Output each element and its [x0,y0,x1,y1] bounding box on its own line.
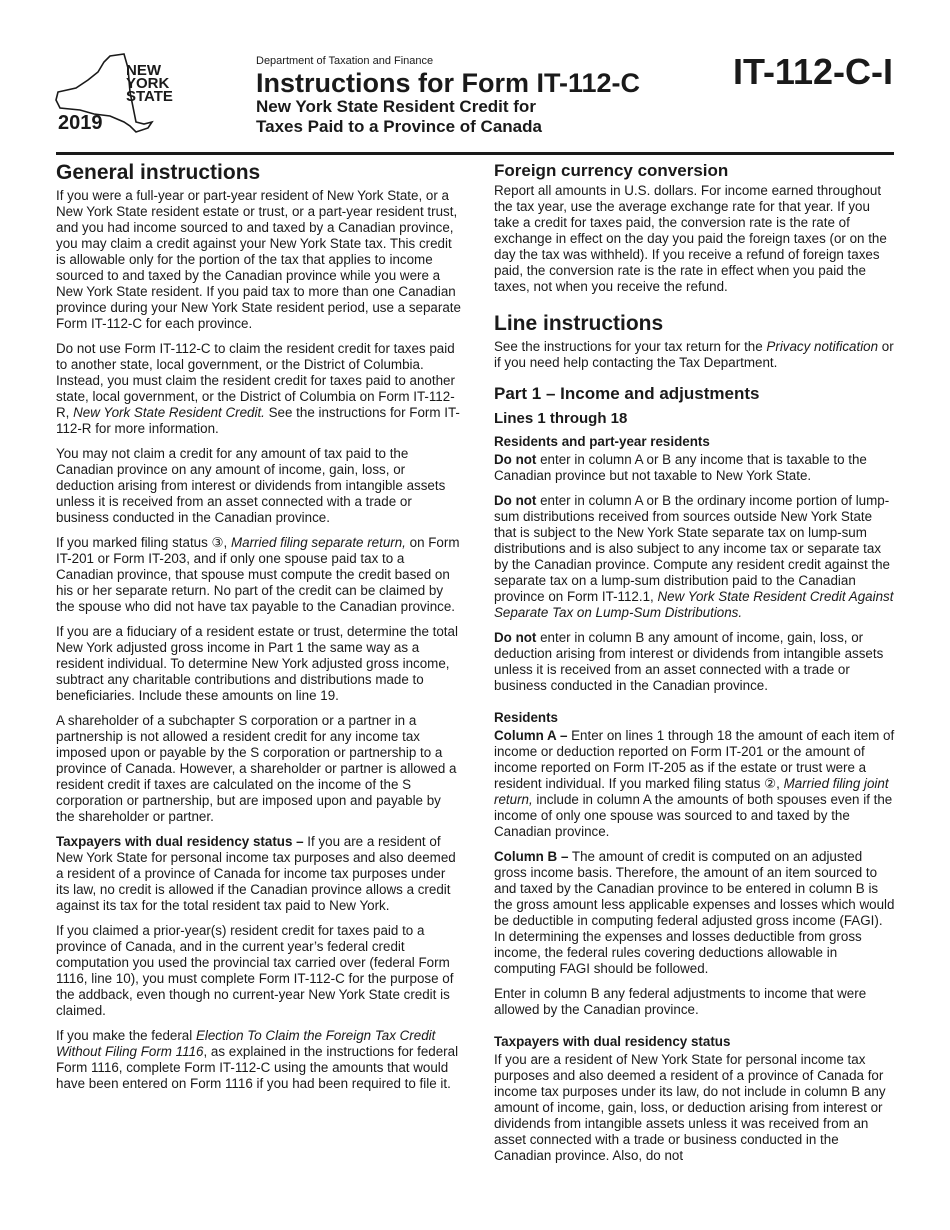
right-column [494,160,896,1173]
paragraph: You may not claim a credit for any amount of tax paid to the Canadian province on any amount of income, gain, loss, or deduction arising from interest or dividends from intangible assets unless it is received from an asset connected with a trade or business conducted in the Canadian province. [56,446,446,525]
paragraph: If you are a resident of New York State for personal income tax purposes and also deemed a resident of a province of Canada for income tax purposes under its law, do not include in column B any amount of income, gain, loss, or deduction arising from interest or dividends from intangible assets unless it was received from an asset connected with a trade or business conducted in the Canadian province. Also, do not [494,1052,886,1163]
general-instructions-heading: General instructions [56,161,261,184]
paragraph: Do not enter in column B any amount of income, gain, loss, or deduction arising from interest or dividends from intangible assets unless it is received from an asset connected with a trade or business conducted in the Canadian province. [494,630,884,693]
paragraph: If you are a fiduciary of a resident estate or trust, determine the total New York adjusted gross income in Part 1 the same way as a resident individual. To determine New York adjusted gross income, subtract any charitable contributions and distributions made to beneficiaries. Include these amounts on line 19. [56,624,458,703]
paragraph: Column A – Enter on lines 1 through 18 the amount of each item of income or deduction reported on Form IT-201 or the amount of income reported on Form IT-205 as if the estate or trust were a resident individual. If you marked filing status ②, Married filing joint return, include in column A the amounts of both spouses even if the income of only one spouse was sourced to and taxed by the Canadian province. [494,728,895,839]
form-number: IT-112-C-I [732,51,893,92]
line-instructions-heading: Line instructions [494,312,664,335]
paragraph: Do not enter in column A or B any income that is taxable to the Canadian province but not taxable to New York State. [494,452,867,483]
paragraph: If you make the federal Election To Claim the Foreign Tax Credit Without Filing Form 1116, as explained in the instructions for federal Form 1116, complete Form IT-112-C using the amounts that would have been entered on Form 1116 if you had been required to file it. [56,1028,459,1091]
foreign-currency-heading: Foreign currency conversion [494,161,729,180]
paragraph: If you claimed a prior-year(s) resident credit for taxes paid to a province of Canada, and in the current year’s federal credit computation you used the provincial tax carried over (federal Form 1116, line 10), you must complete Form IT-112-C for the purpose of the addback, even though no current-year New York State credit is claimed. [56,923,454,1018]
dual-residency-heading: Taxpayers with dual residency status [494,1034,731,1049]
paragraph: Do not use Form IT-112-C to claim the resident credit for taxes paid to another state, local government, or the District of Columbia. Instead, you must claim the resident credit for taxes paid to another state, local government, or the District of Columbia on Form IT-112-R, New York State Resident Credit. See the instructions for Form IT-112-R for more information. [56,341,460,436]
paragraph: If you marked filing status ③, Married filing separate return, on Form IT-201 or Form IT-203, and if only one spouse paid tax to a Canadian province, that spouse must compute the credit based on his or her separate return. No part of the credit can be claimed by the spouse who did not have tax payable to the Canadian province. [56,535,460,614]
paragraph: A shareholder of a subchapter S corporation or a partner in a partnership is not allowed a resident credit for any income tax imposed upon or payable by the S corporation or partnership to a province of Canada. However, a shareholder or partner is allowed a resident credit if taxes are calculated on the income of the S corporation or partnership, but are imposed upon and payable by the shareholder or partner. [56,713,457,824]
left-column [56,160,461,1101]
lines-heading: Lines 1 through 18 [494,410,628,427]
tax-year: 2019 [58,112,103,134]
paragraph: If you were a full-year or part-year resident of New York State, or a New York State resident estate or trust, or a part-year resident trust, and you had income sourced to and taxed by a Canadian province, you may claim a credit against your New York State tax. This credit is allowable only for the portion of the tax that applies to income sourced to and taxed by the Canadian province while you were a New York State resident. If you paid tax to more than one Canadian province during your New York State resident period, use a separate Form IT-112-C for each province. [56,188,461,331]
paragraph: Enter in column B any federal adjustments to income that were allowed by the Canadian province. [494,986,867,1017]
residents-part-year-heading: Residents and part-year residents [494,434,710,449]
page-title: Instructions for Form IT-112-C [256,68,641,98]
department-name: Department of Taxation and Finance [256,55,434,67]
paragraph: Column B – The amount of credit is computed on an adjusted gross income basis. Therefore, the amount of an item sourced to and taxed by the Canadian province to be entered in column B is the gross amount less applicable expenses and losses which would be deductible in computing federal adjusted gross income (FAGI). In determining the expenses and losses deductible from gross income, the federal rules covering deductions allowable in computing FAGI should be followed. [494,849,895,976]
paragraph: Do not enter in column A or B the ordinary income portion of lump-sum distributions received from sources outside New York State that is subject to the New York State separate tax on lump-sum distributions and is also subject to any income tax or separate tax by the Canadian province. Compute any resident credit against the separate tax on a lump-sum distribution paid to the Canadian province on Form IT-112.1, New York State Resident Credit Against Separate Tax on Lump-Sum Distributions. [494,493,894,620]
logo-state-name: NEW YORK STATE [126,62,173,105]
page-subtitle: New York State Resident Credit for Taxes Paid to a Province of Canada [256,97,542,136]
part1-heading: Part 1 – Income and adjustments [494,384,760,403]
header-divider [56,152,894,155]
paragraph: Taxpayers with dual residency status – If you are a resident of New York State for personal income tax purposes and also deemed a resident of a province of Canada for income tax purposes under its law, no credit is allowed if the Canadian province allows a credit against its tax for the total resident tax paid to New York. [56,834,456,913]
paragraph: See the instructions for your tax return for the Privacy notification or if you need help contacting the Tax Department. [494,339,894,370]
paragraph: Report all amounts in U.S. dollars. For income earned throughout the tax year, use the average exchange rate for that year. If you take a credit for taxes paid, the conversion rate is the rate of exchange in effect on the day you paid the foreign taxes (or on the day the tax was withheld). If you receive a refund of foreign taxes paid, the conversion rate is the rate in effect when you paid the taxes, not when you receive the refund. [494,183,887,294]
nys-logo [54,52,194,138]
residents-heading: Residents [494,710,558,725]
